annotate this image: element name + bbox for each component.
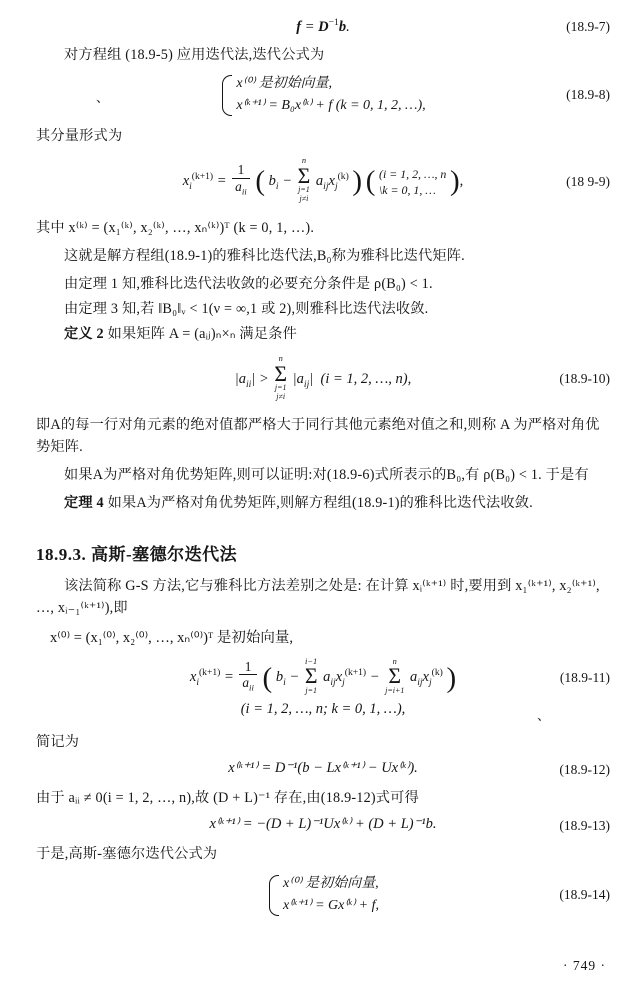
equation-18-9-8-body xyxy=(36,73,610,118)
equation-18-9-14-body xyxy=(36,873,610,918)
condition-i: (i = 1, 2, …, n xyxy=(378,166,447,181)
page-number: · 749 · xyxy=(563,958,606,973)
equation-number: (18 9-9) xyxy=(566,173,610,189)
equation-18-9-14-line2: x⁽ᵏ⁺¹⁾ = Gx⁽ᵏ⁾ + f, xyxy=(282,898,380,914)
equation-18-9-12-body: x⁽ᵏ⁺¹⁾ = D⁻¹(b − Lx⁽ᵏ⁺¹⁾ − Ux⁽ᵏ⁾). xyxy=(228,759,418,776)
equation-18-9-9 xyxy=(36,156,610,205)
paragraph-gs-formula: 于是,高斯-塞德尔迭代公式为 xyxy=(36,845,218,862)
summation-operator-lower: i−1 Σ j=1 xyxy=(304,656,318,695)
summation-operator-upper: n Σ j=i+1 xyxy=(385,656,405,695)
equation-18-9-7 xyxy=(36,17,610,37)
theorem-4 xyxy=(36,492,610,514)
paragraph-component-form: 其分量形式为 xyxy=(36,127,123,144)
paragraph-abbrev: 简记为 xyxy=(36,733,80,750)
equation-18-9-11-conditions xyxy=(36,701,610,721)
summation-operator: n Σ j=1 j≠i xyxy=(297,156,311,203)
equation-18-9-7-body: $f = D^{-1}b$. xyxy=(296,17,350,35)
equation-18-9-13-body: x⁽ᵏ⁺¹⁾ = −(D + L)⁻¹Ux⁽ᵏ⁾ + (D + L)⁻¹b. xyxy=(209,815,437,832)
equation-number: (18.9-14) xyxy=(559,887,610,903)
equation-18-9-13 xyxy=(36,816,610,836)
paragraph-theorem1: 由定理 1 知,雅科比迭代法收敛的必要充分条件是 ρ(B₀) < 1. xyxy=(64,275,433,292)
condition-k: \k = 0, 1, … xyxy=(378,182,436,197)
equation-18-9-8 xyxy=(36,73,610,118)
equation-number: (18.9-7) xyxy=(566,19,610,34)
definition-2-label: 定义 2 xyxy=(64,325,104,342)
equation-18-9-8-line1: x⁽⁰⁾ 是初始向量, xyxy=(236,76,333,91)
equation-18-9-8-line2: x⁽ᵏ⁺¹⁾ = B₀x⁽ᵏ⁾ + f (k = 0, 1, 2, …), xyxy=(236,98,426,114)
equation-number: (18.9-8) xyxy=(566,87,610,103)
paragraph-diagonal-dominance: 即A的每一行对角元素的绝对值都严格大于同行其他元素绝对值之和,则称 A 为严格对角优势矩阵. xyxy=(36,417,600,456)
equation-18-9-12 xyxy=(36,760,610,780)
section-heading: 18.9.3. 高斯-塞德尔迭代法 xyxy=(36,545,238,565)
equation-18-9-14 xyxy=(36,873,610,918)
system-brace xyxy=(220,73,425,118)
fraction-one-over-aii: $\frac{1}{a_{ii}}$ xyxy=(239,659,257,694)
equation-18-9-10-body: $|a_{ii}|$ > n Σ j=1 j≠i $|a_{ij}|$ (i = 1, 2, …, n), xyxy=(234,354,412,401)
equation-18-9-11 xyxy=(36,656,610,696)
equation-x0-definition xyxy=(36,626,610,647)
paragraph-spectral-radius: 如果A为严格对角优势矩阵,则可以证明:对(18.9-6)式所表示的B₀,有 ρ(B₀) < 1. 于是有 xyxy=(64,467,589,484)
stray-mark: 、 xyxy=(96,90,110,105)
equation-18-9-9-body: $x_i^{(k+1)}$ = $\frac{1}{a_{ii}}$ ( $b_i$ − n Σ j=1 j≠i $a_{ij}x_j^{(k)}$ ) ( (i = 1, 2, …, n \k = 0, 1, … ), xyxy=(182,156,464,203)
system-brace xyxy=(267,873,379,918)
equation-number: (18.9-11) xyxy=(559,670,610,686)
theorem-4-label: 定理 4 xyxy=(64,495,104,512)
equation-x0-body: x⁽⁰⁾ = (x₁⁽⁰⁾, x₂⁽⁰⁾, …, xₙ⁽⁰⁾)ᵀ 是初始向量, xyxy=(50,630,293,647)
equation-number: (18.9-13) xyxy=(559,817,610,833)
equation-18-9-10 xyxy=(36,354,610,403)
theorem-4-text: 如果A为严格对角优势矩阵,则解方程组(18.9-1)的雅科比迭代法收敛. xyxy=(107,495,533,512)
stray-mark: 、 xyxy=(536,707,550,723)
index-conditions xyxy=(379,166,446,198)
paragraph-jacobi-matrix: 这就是解方程组(18.9-1)的雅科比迭代法,B₀称为雅科比迭代矩阵. xyxy=(64,247,465,264)
paragraph-gs-method: 该法简称 G-S 方法,它与雅科比方法差别之处是: 在计算 xᵢ⁽ᵏ⁺¹⁾ 时,要用到 x₁⁽ᵏ⁺¹⁾, x₂⁽ᵏ⁺¹⁾, …, xᵢ₋₁⁽ᵏ⁺¹⁾),即 xyxy=(36,578,600,617)
equation-18-9-14-line1: x⁽⁰⁾ 是初始向量, xyxy=(282,875,379,891)
paragraph-inverse-exists: 由于 aᵢᵢ ≠ 0(i = 1, 2, …, n),故 (D + L)⁻¹ 存在,由(18.9-12)式可得 xyxy=(36,789,419,806)
equation-18-9-11-body: $x_i^{(k+1)}$ = $\frac{1}{a_{ii}}$ ( $b_i$ − i−1 Σ j=1 $a_{ij}x_j^{(k+1)}$ − n Σ j=i+1 $a_{ij}x_j^{(k)}$ ) xyxy=(189,656,457,695)
equation-number: (18.9-10) xyxy=(559,371,610,387)
fraction-one-over-aii: $\frac{1}{a_{ii}}$ xyxy=(232,162,250,197)
equation-18-9-11-subline: (i = 1, 2, …, n; k = 0, 1, …), xyxy=(240,700,406,717)
paragraph-x-definition: 其中 x⁽ᵏ⁾ = (x₁⁽ᵏ⁾, x₂⁽ᵏ⁾, …, xₙ⁽ᵏ⁾)ᵀ (k = 0, 1, …). xyxy=(36,219,315,236)
paragraph-apply-iteration: 对方程组 (18.9-5) 应用迭代法,迭代公式为 xyxy=(64,47,325,63)
paragraph-theorem3: 由定理 3 知,若 ‖B₀‖ᵥ < 1(ν = ∞,1 或 2),则雅科比迭代法收敛. xyxy=(64,300,429,317)
page-body xyxy=(36,10,610,925)
definition-2-text: 如果矩阵 A = (aᵢⱼ)ₙ×ₙ 满足条件 xyxy=(107,325,297,342)
equation-number: (18.9-12) xyxy=(559,761,610,777)
summation-operator: n Σ j=1 j≠i xyxy=(274,354,288,401)
definition-2 xyxy=(36,323,610,345)
